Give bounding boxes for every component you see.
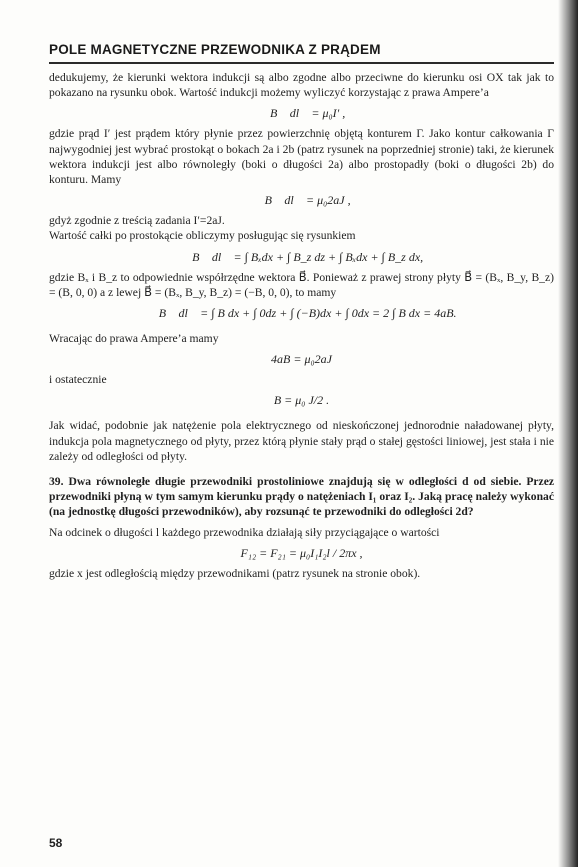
paragraph-5: gdzie Bₓ i B_z to odpowiednie współrzędne wektora B⃗. Ponieważ z prawej strony płyty B⃗ = (Bₓ, B_y, B_z) = (B, 0, 0) a z lewej B⃗ = (Bₓ, B_y, B_z) = (−B, 0, 0), to mamy <box>49 270 554 299</box>
paragraph-8: Jak widać, podobnie jak natężenie pola elektrycznego od nieskończonej jednorodnie naładowanej płyty, indukcja pola magnetycznego od płyty, przez którą płynie stały prąd o stałej gęstości liniowej, jest stała i nie zależy od odległości od płyty. <box>49 419 554 463</box>
paragraph-2: gdzie prąd I′ jest prądem który płynie przez powierzchnię objętą konturem Γ. Jako kontur całkowania Γ najwygodniej jest wybrać prostokąt o bokach 2a i 2b (patrz rysunek na poprzedniej stronie) taki, że kierunek wektora indukcji jest albo równoległy (boki o długości 2a) albo prostopadły (boki o długości 2b) do konturu. Mamy <box>49 127 554 187</box>
paragraph-9: Na odcinek o długości l każdego przewodnika działają siły przyciągające o wartości <box>49 525 440 539</box>
equation-ampere-result: 4aB = μ₀2aJ <box>271 352 332 367</box>
equation-final-b: B = μ₀ J/2 . <box>273 393 330 408</box>
paragraph-3: gdyż zgodnie z treścią zadania I′=2aJ. <box>49 214 225 228</box>
paragraph-1: dedukujemy, że kierunki wektora indukcji są albo zgodne albo przeciwne do kierunku osi OX tak jak to pokazano na rysunku obok. Wartość indukcji możemy wyliczyć korzystając z prawa Ampere’a <box>49 71 554 100</box>
problem-39: 39. Dwa równoległe długie przewodniki prostoliniowe znajdują się w odległości d od siebie. Przez przewodniki płyną w tym samym kierunku prądy o natężeniach I₁ oraz I₂. Jaką pracę należy wykonać (na jednostkę długości przewodników), aby rozsunąć te przewodniki do odległości 2d? <box>49 475 554 519</box>
equation-force: F₁₂ = F₂₁ = μ₀I₁I₂l / 2πx , <box>240 545 363 560</box>
page-number: 58 <box>49 836 63 850</box>
chapter-header: POLE MAGNETYCZNE PRZEWODNIKA Z PRĄDEM <box>49 42 381 57</box>
page-content <box>49 70 554 581</box>
paragraph-6: Wracając do prawa Ampere’a mamy <box>49 332 219 346</box>
paragraph-4: Wartość całki po prostokącie obliczymy posługując się rysunkiem <box>49 229 356 243</box>
paragraph-7: i ostatecznie <box>49 373 107 387</box>
binding-shadow <box>558 0 578 867</box>
equation-contour-current: ∮ B⃗ dl⃗ = μ₀2aJ , <box>252 193 351 208</box>
paragraph-10: gdzie x jest odległością między przewodnikami (patrz rysunek na stronie obok). <box>49 566 421 580</box>
equation-ampere-law: ∮ B⃗ dl⃗ = μ₀I′ , <box>257 106 346 121</box>
equation-integral-evaluated: ∮ B⃗ dl⃗ = ∫ B dx + ∫ 0dz + ∫ (−B)dx + ∫ 0dx = 2 ∫ B dx = 4aB. <box>146 306 457 321</box>
equation-integral-split: ∮ B⃗ dl⃗ = ∫ Bₓdx + ∫ B_z dz + ∫ Bₓdx + ∫ B_z dx, <box>179 249 424 264</box>
header-rule <box>49 62 554 64</box>
